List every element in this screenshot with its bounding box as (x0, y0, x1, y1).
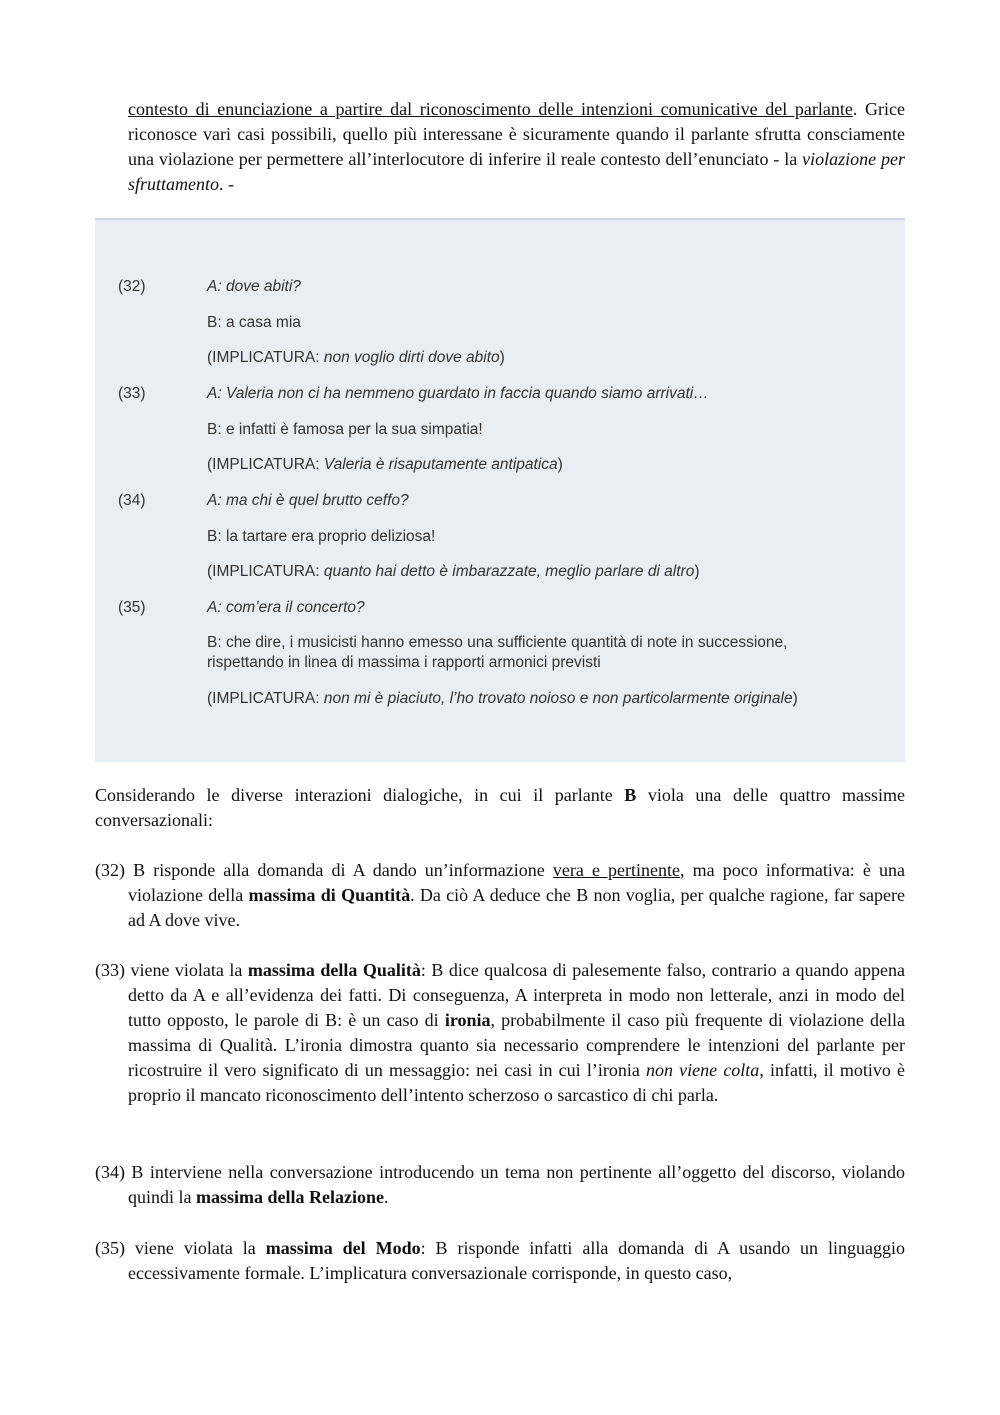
item-35: (35) viene violata la massima del Modo: B risponde infatti alla domanda di A usando un linguaggio eccessivamente formale. L’implicatura conversazionale corrisponde, in questo caso, (95, 1238, 905, 1283)
intro-underlined: contesto di enunciazione a partire dal riconoscimento delle intenzioni comunicative del parlante (128, 99, 853, 119)
item-34: (34) B interviene nella conversazione introducendo un tema non pertinente all’oggetto del discorso, violando quindi la massima della Relazione. (95, 1162, 905, 1207)
intro-text: . Grice riconosce vari casi possibili, quello più interessane è sicuramente quando il parlante sfrutta consciamente una violazione per permettere all’interlocutore di inferire il reale contesto dell’enunciato - la (128, 99, 905, 169)
example-line-b: B: e infatti è famosa per la sua simpatia! (207, 421, 483, 438)
example-line-b: B: a casa mia (207, 314, 301, 331)
example-line-b: B: che dire, i musicisti hanno emesso una sufficiente quantità di note in successione, (207, 634, 788, 651)
example-number: (34) (118, 492, 146, 509)
example-implicature: (IMPLICATURA: non voglio dirti dove abito) (207, 349, 505, 366)
intro-italic: violazione per sfruttamento (128, 149, 905, 194)
example-implicature: (IMPLICATURA: Valeria è risaputamente antipatica) (207, 456, 563, 473)
intro-end: . - (219, 174, 235, 194)
example-implicature: (IMPLICATURA: quanto hai detto è imbarazzate, meglio parlare di altro) (207, 563, 700, 580)
example-number: (35) (118, 599, 146, 616)
considering-paragraph: Considerando le diverse interazioni dialogiche, in cui il parlante B viola una delle quattro massime conversazionali: (95, 785, 905, 830)
example-line-b: B: la tartare era proprio deliziosa! (207, 528, 436, 545)
example-line-a: A: dove abiti? (207, 278, 301, 295)
example-line-b-cont: rispettando in linea di massima i rapporti armonici previsti (207, 654, 601, 671)
example-line-a: A: com’era il concerto? (207, 599, 365, 616)
example-line-a: A: ma chi è quel brutto ceffo? (207, 492, 409, 509)
example-number: (32) (118, 278, 146, 295)
example-number: (33) (118, 385, 146, 402)
item-33: (33) viene violata la massima della Qualità: B dice qualcosa di palesemente falso, contrario a quando appena detto da A e all’evidenza dei fatti. Di conseguenza, A interpreta in modo non letterale, anzi in modo del tutto opposto, le parole di B: è un caso di ironia, probabilmente il caso più frequente di violazione della massima di Qualità. L’ironia dimostra quanto sia necessario comprendere le intenzioni del parlante per ricostruire il vero significato di un messaggio: nei casi in cui l’ironia non viene colta, infatti, il motivo è proprio il mancato riconoscimento dell’intento scherzoso o sarcastico di chi parla. (95, 960, 905, 1105)
example-line-a: A: Valeria non ci ha nemmeno guardato in faccia quando siamo arrivati… (207, 385, 709, 402)
intro-paragraph (128, 97, 905, 197)
example-implicature: (IMPLICATURA: non mi è piaciuto, l’ho trovato noioso e non particolarmente originale) (207, 690, 798, 707)
examples-box (95, 218, 905, 762)
item-32: (32) B risponde alla domanda di A dando un’informazione vera e pertinente, ma poco informativa: è una violazione della massima di Quantità. Da ciò A deduce che B non voglia, per qualche ragione, far sapere ad A dove vive. (95, 860, 905, 930)
